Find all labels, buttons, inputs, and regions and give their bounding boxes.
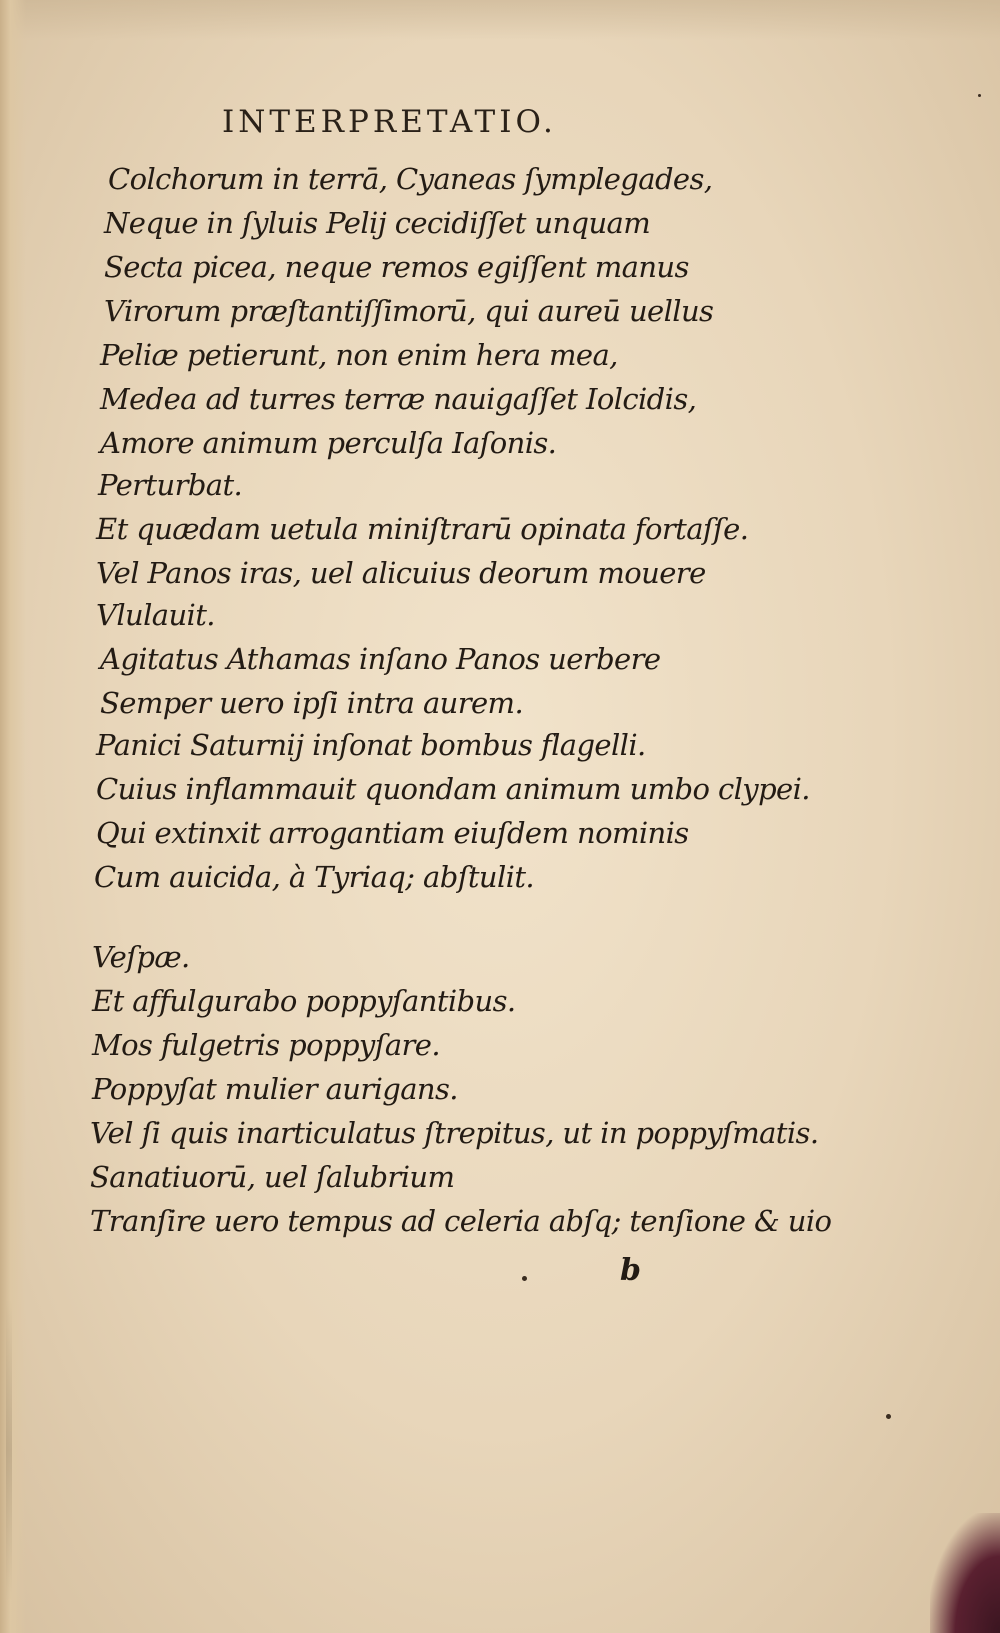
text-line: Tranſire uero tempus ad celeria abſq; tenſione & uio — [90, 1204, 832, 1238]
text-line: Colchorum in terrā, Cyaneas ſymplegades, — [108, 162, 713, 196]
text-line: Mos fulgetris poppyſare. — [92, 1028, 440, 1062]
text-line: Secta picea, neque remos egiſſent manus — [104, 250, 689, 284]
text-line: Panici Saturnij inſonat bombus flagelli. — [96, 728, 646, 762]
text-line: Peliæ petierunt, non enim hera mea, — [100, 338, 618, 372]
text-line: Veſpæ. — [92, 940, 190, 974]
text-line: Perturbat. — [98, 468, 243, 502]
text-line: Medea ad turres terræ nauigaſſet Iolcidis, — [100, 382, 697, 416]
text-line: Sanatiuorū, uel ſalubrium — [90, 1160, 455, 1194]
text-line: Neque in ſyluis Pelij cecidiſſet unquam — [104, 206, 651, 240]
text-line: Vel ſi quis inarticulatus ſtrepitus, ut in poppyſmatis. — [90, 1116, 819, 1150]
text-line: Et affulgurabo poppyſantibus. — [92, 984, 516, 1018]
text-line: Virorum præſtantiſſimorū, qui aureū uellus — [104, 294, 714, 328]
text-line: Agitatus Athamas inſano Panos uerbere — [100, 642, 661, 676]
signature-mark: b — [620, 1253, 641, 1288]
text-line: Amore animum perculſa Iaſonis. — [100, 426, 557, 460]
ink-speck — [522, 1276, 527, 1281]
text-line: Et quædam uetula miniſtrarū opinata fortaſſe. — [96, 512, 749, 546]
text-line: Vlulauit. — [96, 598, 215, 632]
text-line: Cuius inflammauit quondam animum umbo clypei. — [96, 772, 810, 806]
text-line: Cum auicida, à Tyriaq; abſtulit. — [94, 860, 534, 894]
text-line: Qui extinxit arrogantiam eiuſdem nominis — [96, 816, 689, 850]
ink-speck — [978, 94, 981, 97]
text-line: Vel Panos iras, uel alicuius deorum mouere — [96, 556, 706, 590]
text-line: Semper uero ipſi intra aurem. — [100, 686, 524, 720]
text-line: Poppyſat mulier aurigans. — [92, 1072, 458, 1106]
ink-speck — [886, 1414, 891, 1419]
running-head: INTERPRETATIO. — [222, 104, 557, 140]
